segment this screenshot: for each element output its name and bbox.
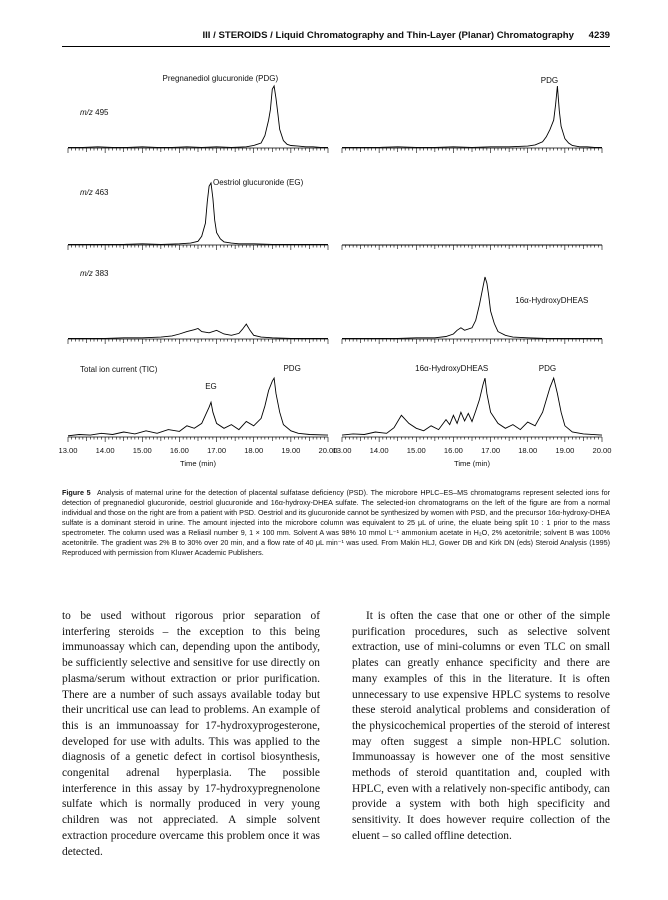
chromatogram-trace-right [342,378,602,435]
peak-annotation: Oestriol glucuronide (EG) [213,178,304,187]
row-label-mz-value: 463 [92,188,109,197]
figure-caption-text: Analysis of maternal urine for the detection of placental sulfatase deficiency (PSD). The microbore HPLC–ES–MS chromatograms represent selected ions for detection of pregnanediol glucuronide, oestriol glucuronide and 16α-hydroxy-DHEA sulfate. The selected-ion chromatograms on the left of the figure are from a normal individual and those on the right are from a patient with PSD. Oestriol and its glucuronide cannot be synthesized by women with PSD, and the precursor 16α-hydroxy-DHEA sulfate is a dominant steroid in urine. The amount injected into the microbore column was equivalent to 25 μL of urine, the eluate being split 10 : 1 prior to the mass spectrometer. The column used was a Reliasil number 9, 1 × 100 mm. Solvent A was 98% 10 mmol L⁻¹ ammonium acetate in H₂O, 2% acetonitrile; solvent B was 100% acetonitrile. The gradient was 2% B to 30% over 20 min, and a flow rate of 40 μL min⁻¹ was used. From Makin HLJ, Gower DB and Kirk DN (eds) Steroid Analysis (1995) Reproduced with permission from Kluwer Academic Publishers. [62,488,610,557]
figure-5-chromatograms [0,60,668,480]
x-tick-label: 20.00 [318,446,338,455]
x-tick-label: 13.00 [332,446,352,455]
peak-annotation: 16α-HydroxyDHEAS [515,296,589,305]
row-label-mz-italic: m/z [80,269,93,278]
chromatogram-trace-right [342,277,602,338]
row-label [80,269,109,278]
x-tick-label: 17.00 [207,446,227,455]
x-tick-label: 16.00 [169,446,189,455]
peak-annotation: PDG [538,364,557,373]
x-tick-label: 18.00 [244,446,264,455]
page-number: 4239 [588,30,610,41]
running-title: III / STEROIDS / Liquid Chromatography and Thin-Layer (Planar) Chromatography [202,30,574,41]
body-column-left [62,609,320,860]
x-tick-label: 20.00 [592,446,612,455]
chromatogram-trace-left [68,324,328,338]
row-label-mz-italic: m/z [80,188,93,197]
chromatogram-trace-left [68,378,328,436]
peak-annotation: 16α-HydroxyDHEAS [415,364,489,373]
row-label-mz-value: 495 [92,108,109,117]
x-tick-label: 14.00 [95,446,115,455]
row-label-mz-value: 383 [92,269,109,278]
x-tick-label: 17.00 [481,446,501,455]
x-tick-label: 15.00 [406,446,426,455]
body-column-right [352,609,610,845]
chromatogram-trace-right [342,86,602,147]
row-label: Total ion current (TIC) [80,365,158,374]
x-tick-label: 15.00 [132,446,152,455]
figure-label: Figure 5 [62,488,91,497]
x-tick-label: 14.00 [369,446,389,455]
row-label [80,108,109,117]
x-axis-title: Time (min) [180,459,216,468]
peak-annotation: PDG [540,76,559,85]
header-rule [62,46,610,47]
figure-caption [62,488,610,558]
row-label [80,188,109,197]
x-tick-label: 19.00 [555,446,575,455]
row-label-mz-italic: m/z [80,108,93,117]
body-paragraph: It is often the case that one or other of the simple purification procedures, such as selective solvent extraction, use of mini-columns or even TLC on small plates can greatly enhance specificity and there are many examples of this in the literature. It is often unnecessary to use expensive HPLC systems to resolve these steroid analytical problems and consideration of the physicochemical properties of the steroid of interest may often suggest a simple non-HPLC solution. Immunoassay is however one of the most sensitive methods of steroid quantitation and, coupled with HPLC, even with a relatively non-specific antibody, can provide a system with both high specificity and sensitivity. It does however require collection of the eluent – so called offline detection. [352,610,610,842]
body-paragraph: to be used without rigorous prior separation of interfering steroids – the exception to this being immunoassay which can, depending upon the antibody, be sufficiently selective and sensitive for use directly on plasma/serum without extraction or prior purification. There are a number of such assays available today but their uncritical use can lead to problems. An example of this is an immunoassay for 17-hydroxyprogesterone, developed for use with adults. This was applied to the diagnosis of a genetic defect in cortisol biosynthesis, congenital adrenal hyperplasia. The possible interference in this assay by 17-hydroxypregnenolone sulfate which is normally produced in very young children was not appreciated. A simple solvent extraction procedure overcame this problem once it was detected. [62,610,320,858]
peak-annotation: Pregnanediol glucuronide (PDG) [162,74,279,83]
running-header [62,30,610,44]
peak-annotation: PDG [283,364,301,373]
peak-annotation: EG [205,382,217,391]
x-tick-label: 18.00 [518,446,538,455]
x-tick-label: 13.00 [58,446,78,455]
x-tick-label: 16.00 [443,446,463,455]
x-axis-title: Time (min) [454,459,490,468]
x-tick-label: 19.00 [281,446,301,455]
